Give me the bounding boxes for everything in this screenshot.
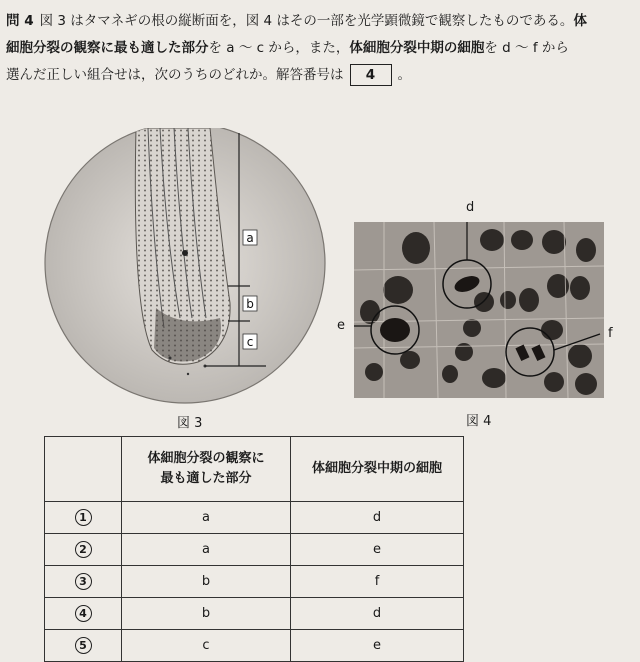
question-number: 問 4 — [6, 13, 34, 29]
cell-part: b — [122, 598, 291, 630]
header-part-line1: 体細胞分裂の観察に — [147, 451, 265, 466]
question-line1: 図 3 はタマネギの根の縦断面を，図 4 はその一部を光学顕微鏡で観察したものである。 — [39, 13, 574, 29]
answer-number-box: 4 — [350, 64, 392, 86]
cell-cell: e — [291, 534, 464, 566]
table-header-row — [45, 437, 464, 502]
figure3-root-tip — [40, 128, 340, 408]
cell-cell: d — [291, 598, 464, 630]
header-part — [122, 437, 291, 502]
cell-cell: e — [291, 630, 464, 662]
cell-part: a — [122, 534, 291, 566]
choice-number: 1 — [75, 509, 92, 526]
question-text — [6, 8, 634, 89]
question-line2-text2: を d ～ f から — [484, 40, 569, 56]
question-line3: 選んだ正しい組合せは，次のうちのどれか。解答番号は — [6, 67, 344, 83]
cell-cell: f — [291, 566, 464, 598]
choice-number: 2 — [75, 541, 92, 558]
question-line2-text1: を a ～ c から，また， — [208, 40, 350, 56]
header-cell: 体細胞分裂中期の細胞 — [291, 437, 464, 502]
figure4-cells — [354, 222, 604, 398]
table-row[interactable] — [45, 566, 464, 598]
question-line2-bold2: 体細胞分裂中期の細胞 — [349, 40, 485, 56]
label-c: c — [246, 335, 254, 349]
table-row[interactable] — [45, 502, 464, 534]
label-a: a — [246, 231, 254, 245]
cell-cell: d — [291, 502, 464, 534]
choice-number: 4 — [75, 605, 92, 622]
choice-number: 5 — [75, 637, 92, 654]
question-line2-bold1: 細胞分裂の観察に最も適した部分 — [6, 40, 209, 56]
cell-part: c — [122, 630, 291, 662]
label-d: d — [466, 200, 475, 215]
header-empty — [45, 437, 122, 502]
figure3-caption: 図 3 — [177, 416, 203, 431]
choice-number: 3 — [75, 573, 92, 590]
cell-part: b — [122, 566, 291, 598]
header-part-line2: 最も適した部分 — [160, 471, 252, 486]
table-row[interactable] — [45, 598, 464, 630]
table-row[interactable] — [45, 630, 464, 662]
table-row[interactable] — [45, 534, 464, 566]
figure4-caption: 図 4 — [466, 414, 492, 429]
cell-part: a — [122, 502, 291, 534]
question-line1-bold: 体 — [573, 13, 587, 29]
answer-table — [44, 436, 464, 662]
label-f: f — [608, 326, 613, 341]
label-e: e — [337, 318, 345, 333]
label-b: b — [246, 297, 254, 311]
question-line3-end: 。 — [397, 67, 411, 83]
